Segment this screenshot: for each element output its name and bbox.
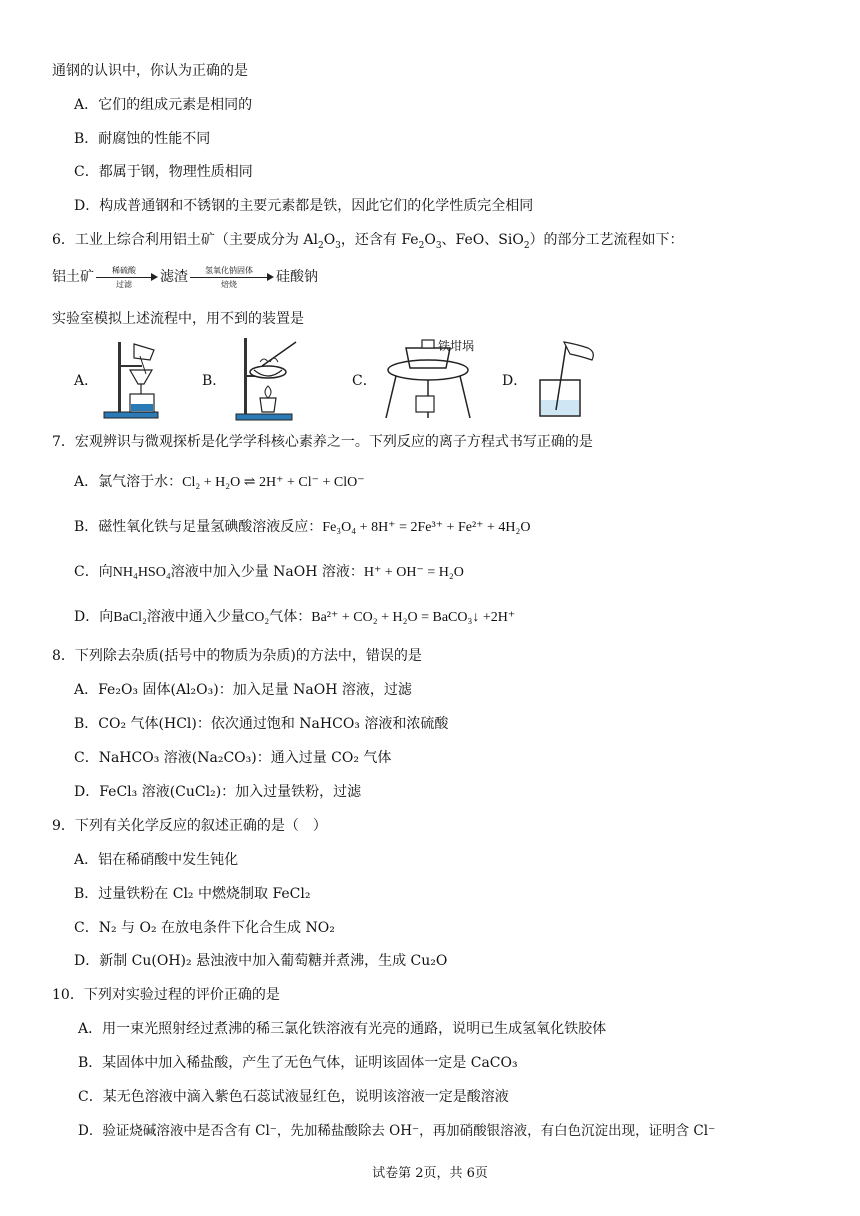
option-10a: A．用一束光照射经过煮沸的稀三氯化铁溶液有光亮的通路，说明已生成氢氧化铁胶体 <box>78 1021 607 1037</box>
option-10d: D．验证烧碱溶液中是否含有 Cl⁻，先加稀盐酸除去 OH⁻，再加硝酸银溶液，有白色沉淀出现，证明含 Cl⁻ <box>78 1123 716 1139</box>
filtration-apparatus-image <box>100 336 164 420</box>
option-7b: B．磁性氧化铁与足量氢碘酸溶液反应：Fe₃O₄ + 8H⁺ = 2Fe³⁺ + Fe²⁺ + 4H₂O <box>74 519 531 535</box>
apparatus-a-label: A． <box>74 373 99 389</box>
question-10-stem: 10．下列对实验过程的评价正确的是 <box>52 987 280 1003</box>
apparatus-c-label: C． <box>352 373 377 389</box>
option-5d: D．构成普通钢和不锈钢的主要元素都是铁，因此它们的化学性质完全相同 <box>74 198 534 214</box>
option-9a: A．铝在稀硝酸中发生钝化 <box>74 852 239 868</box>
equation-7b: Fe₃O₄ + 8H⁺ = 2Fe³⁺ + Fe²⁺ + 4H₂O <box>322 520 531 535</box>
crucible-label: 铁坩埚 <box>438 339 475 353</box>
question-5-stem: 通钢的认识中，你认为正确的是 <box>52 63 248 79</box>
dissolving-beaker-image <box>536 340 600 420</box>
question-6-ask: 实验室模拟上述流程中，用不到的装置是 <box>52 311 304 327</box>
question-6-stem: 6．工业上综合利用铝土矿（主要成分为 $Al_2O_3$，还含有 $Fe_2O_3$、FeO、SiO$_2$）的部分工艺流程如下： <box>52 232 684 251</box>
flow-arrow-1: 稀硫酸 过滤 <box>96 268 158 286</box>
option-9d: D．新制 Cu(OH)₂ 悬浊液中加入葡萄糖并煮沸，生成 Cu₂O <box>74 953 448 969</box>
option-10b: B．某固体中加入稀盐酸，产生了无色气体，证明该固体一定是 CaCO₃ <box>78 1055 518 1071</box>
equation-7d: Ba²⁺ + CO₂ + H₂O = BaCO₃↓ +2H⁺ <box>311 610 516 625</box>
apparatus-b-label: B． <box>202 373 227 389</box>
flow-end: 硅酸钠 <box>276 269 318 285</box>
page-footer: 试卷第 2页，共 6页 <box>372 1166 488 1181</box>
equation-7c: H⁺ + OH⁻ = H₂O <box>363 565 464 580</box>
process-flow <box>52 266 318 289</box>
option-9c: C．N₂ 与 O₂ 在放电条件下化合生成 NO₂ <box>74 920 335 936</box>
flow-mid: 滤渣 <box>160 269 188 285</box>
option-8a: A．Fe₂O₃ 固体(Al₂O₃)：加入足量 NaOH 溶液，过滤 <box>74 682 412 698</box>
option-8d: D．FeCl₃ 溶液(CuCl₂)：加入过量铁粉，过滤 <box>74 784 362 800</box>
question-8-stem: 8．下列除去杂质(括号中的物质为杂质)的方法中，错误的是 <box>52 648 422 664</box>
option-7c: C．向NH₄HSO₄溶液中加入少量 NaOH 溶液：H⁺ + OH⁻ = H₂O <box>74 564 464 580</box>
option-7a: A．氯气溶于水：Cl₂ + H₂O ⇌ 2H⁺ + Cl⁻ + ClO⁻ <box>74 474 365 490</box>
equation-7a: Cl₂ + H₂O ⇌ 2H⁺ + Cl⁻ + ClO⁻ <box>182 475 365 490</box>
option-7d: D．向BaCl₂溶液中通入少量CO₂气体：Ba²⁺ + CO₂ + H₂O = BaCO₃↓ +2H⁺ <box>74 609 516 625</box>
question-7-stem: 7．宏观辨识与微观探析是化学学科核心素养之一。下列反应的离子方程式书写正确的是 <box>52 434 593 450</box>
flow-arrow-2: 氢氧化钠固体 焙烧 <box>190 268 274 286</box>
option-5b: B．耐腐蚀的性能不同 <box>74 131 211 147</box>
option-9b: B．过量铁粉在 Cl₂ 中燃烧制取 FeCl₂ <box>74 886 311 902</box>
option-5a: A．它们的组成元素是相同的 <box>74 97 253 113</box>
evaporation-apparatus-image <box>232 336 304 422</box>
crucible-apparatus-image <box>376 332 486 420</box>
question-9-stem: 9．下列有关化学反应的叙述正确的是（ ） <box>52 818 327 834</box>
option-8c: C．NaHCO₃ 溶液(Na₂CO₃)：通入过量 CO₂ 气体 <box>74 750 392 766</box>
flow-start: 铝土矿 <box>52 269 94 285</box>
option-8b: B．CO₂ 气体(HCl)：依次通过饱和 NaHCO₃ 溶液和浓硫酸 <box>74 716 449 732</box>
option-10c: C．某无色溶液中滴入紫色石蕊试液显红色，说明该溶液一定是酸溶液 <box>78 1089 509 1105</box>
apparatus-d-label: D． <box>502 373 528 389</box>
option-5c: C．都属于钢，物理性质相同 <box>74 164 253 180</box>
